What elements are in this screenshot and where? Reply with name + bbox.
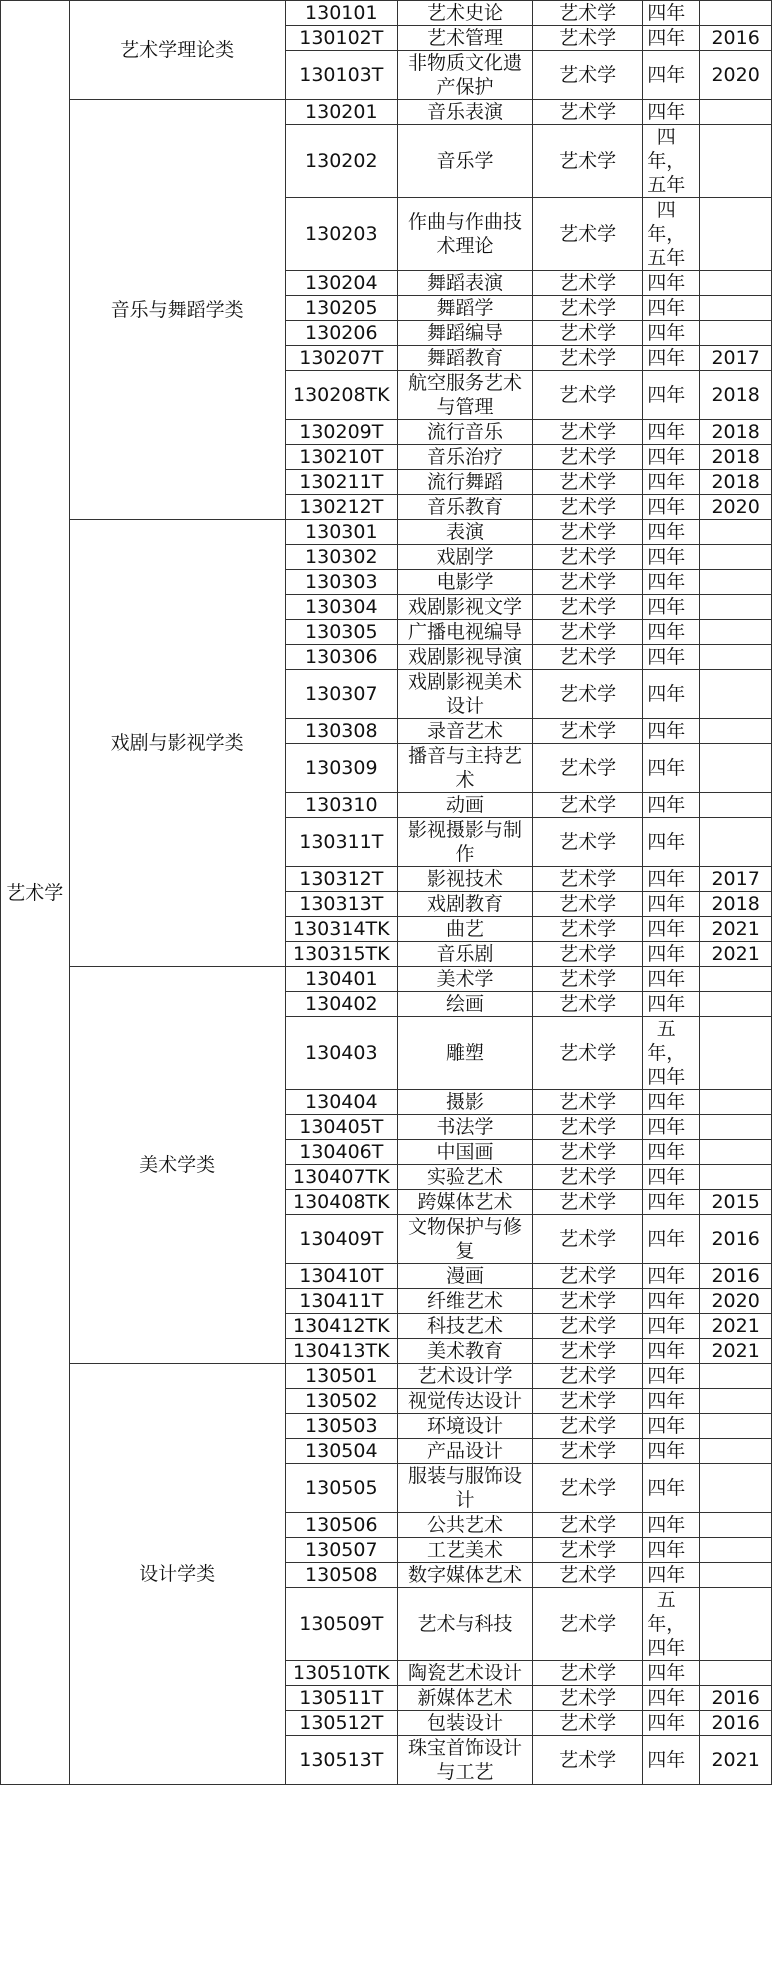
major-code-cell: 130405T <box>285 1115 397 1140</box>
major-name-cell: 舞蹈编导 <box>397 321 532 346</box>
major-name-cell: 纤维艺术 <box>397 1289 532 1314</box>
duration-cell: 四年 <box>643 1090 700 1115</box>
degree-cell: 艺术学 <box>533 892 643 917</box>
duration-cell: 四年 <box>643 1439 700 1464</box>
major-name-cell: 电影学 <box>397 570 532 595</box>
major-name-cell: 服装与服饰设计 <box>397 1464 532 1513</box>
year-added-cell <box>700 1140 772 1165</box>
degree-cell: 艺术学 <box>533 818 643 867</box>
year-added-cell: 2017 <box>700 867 772 892</box>
duration-cell: 四年 <box>643 1661 700 1686</box>
degree-cell: 艺术学 <box>533 1017 643 1090</box>
duration-cell: 四年 <box>643 1314 700 1339</box>
year-added-cell: 2020 <box>700 1289 772 1314</box>
degree-cell: 艺术学 <box>533 1661 643 1686</box>
degree-cell: 艺术学 <box>533 520 643 545</box>
major-code-cell: 130315TK <box>285 942 397 967</box>
major-code-cell: 130201 <box>285 100 397 125</box>
duration-cell: 四年 <box>643 420 700 445</box>
year-added-cell <box>700 1439 772 1464</box>
major-name-cell: 音乐教育 <box>397 495 532 520</box>
table-row <box>1 100 772 125</box>
year-added-cell: 2018 <box>700 445 772 470</box>
major-code-cell: 130304 <box>285 595 397 620</box>
major-code-cell: 130212T <box>285 495 397 520</box>
year-added-cell <box>700 321 772 346</box>
category-cell: 艺术学理论类 <box>69 1 285 100</box>
year-added-cell <box>700 1017 772 1090</box>
duration-cell: 四年 <box>643 1464 700 1513</box>
major-name-cell: 产品设计 <box>397 1439 532 1464</box>
degree-cell: 艺术学 <box>533 1513 643 1538</box>
major-name-cell: 跨媒体艺术 <box>397 1190 532 1215</box>
major-name-cell: 戏剧影视导演 <box>397 645 532 670</box>
major-name-cell: 音乐剧 <box>397 942 532 967</box>
major-name-cell: 包装设计 <box>397 1711 532 1736</box>
year-added-cell <box>700 1165 772 1190</box>
duration-cell: 四年 <box>643 346 700 371</box>
major-name-cell: 影视技术 <box>397 867 532 892</box>
table-row <box>1 520 772 545</box>
degree-cell: 艺术学 <box>533 1736 643 1785</box>
year-added-cell <box>700 1 772 26</box>
major-name-cell: 广播电视编导 <box>397 620 532 645</box>
major-code-cell: 130502 <box>285 1389 397 1414</box>
degree-cell: 艺术学 <box>533 1190 643 1215</box>
duration-cell: 四年 <box>643 1140 700 1165</box>
year-added-cell <box>700 1090 772 1115</box>
major-code-cell: 130409T <box>285 1215 397 1264</box>
year-added-cell: 2021 <box>700 1339 772 1364</box>
major-name-cell: 音乐学 <box>397 125 532 198</box>
discipline-cell: 艺术学 <box>1 1 70 1785</box>
major-name-cell: 实验艺术 <box>397 1165 532 1190</box>
major-name-cell: 文物保护与修复 <box>397 1215 532 1264</box>
major-code-cell: 130412TK <box>285 1314 397 1339</box>
degree-cell: 艺术学 <box>533 1364 643 1389</box>
major-code-cell: 130401 <box>285 967 397 992</box>
major-name-cell: 舞蹈教育 <box>397 346 532 371</box>
year-added-cell <box>700 125 772 198</box>
duration-cell: 四年 <box>643 1165 700 1190</box>
major-name-cell: 珠宝首饰设计与工艺 <box>397 1736 532 1785</box>
duration-cell: 四年 <box>643 445 700 470</box>
major-name-cell: 音乐表演 <box>397 100 532 125</box>
degree-cell: 艺术学 <box>533 917 643 942</box>
year-added-cell: 2021 <box>700 942 772 967</box>
duration-cell: 四年 <box>643 1686 700 1711</box>
major-code-cell: 130402 <box>285 992 397 1017</box>
category-cell: 戏剧与影视学类 <box>69 520 285 967</box>
major-code-cell: 130410T <box>285 1264 397 1289</box>
degree-cell: 艺术学 <box>533 1414 643 1439</box>
major-code-cell: 130408TK <box>285 1190 397 1215</box>
duration-cell: 四年 <box>643 1 700 26</box>
major-code-cell: 130312T <box>285 867 397 892</box>
major-code-cell: 130313T <box>285 892 397 917</box>
degree-cell: 艺术学 <box>533 271 643 296</box>
year-added-cell <box>700 1513 772 1538</box>
duration-cell: 四年 <box>643 321 700 346</box>
year-added-cell <box>700 620 772 645</box>
major-code-cell: 130210T <box>285 445 397 470</box>
duration-cell: 四年 <box>643 26 700 51</box>
year-added-cell <box>700 719 772 744</box>
major-code-cell: 130309 <box>285 744 397 793</box>
degree-cell: 艺术学 <box>533 470 643 495</box>
major-code-cell: 130501 <box>285 1364 397 1389</box>
duration-cell: 四年 <box>643 818 700 867</box>
major-code-cell: 130403 <box>285 1017 397 1090</box>
degree-cell: 艺术学 <box>533 1439 643 1464</box>
major-name-cell: 影视摄影与制作 <box>397 818 532 867</box>
year-added-cell <box>700 271 772 296</box>
major-name-cell: 公共艺术 <box>397 1513 532 1538</box>
duration-cell: 四年 <box>643 917 700 942</box>
major-code-cell: 130506 <box>285 1513 397 1538</box>
year-added-cell <box>700 570 772 595</box>
duration-cell: 四年 <box>643 1339 700 1364</box>
duration-cell: 四年，五年 <box>643 198 700 271</box>
major-code-cell: 130510TK <box>285 1661 397 1686</box>
major-name-cell: 戏剧教育 <box>397 892 532 917</box>
major-name-cell: 戏剧影视美术设计 <box>397 670 532 719</box>
year-added-cell <box>700 296 772 321</box>
major-code-cell: 130209T <box>285 420 397 445</box>
year-added-cell: 2018 <box>700 420 772 445</box>
major-name-cell: 舞蹈表演 <box>397 271 532 296</box>
major-name-cell: 环境设计 <box>397 1414 532 1439</box>
major-name-cell: 曲艺 <box>397 917 532 942</box>
year-added-cell <box>700 520 772 545</box>
year-added-cell <box>700 1661 772 1686</box>
duration-cell: 四年 <box>643 1389 700 1414</box>
major-name-cell: 视觉传达设计 <box>397 1389 532 1414</box>
major-code-cell: 130204 <box>285 271 397 296</box>
year-added-cell: 2021 <box>700 1736 772 1785</box>
year-added-cell: 2018 <box>700 892 772 917</box>
major-code-cell: 130507 <box>285 1538 397 1563</box>
major-name-cell: 流行舞蹈 <box>397 470 532 495</box>
degree-cell: 艺术学 <box>533 1090 643 1115</box>
duration-cell: 四年 <box>643 1736 700 1785</box>
major-code-cell: 130103T <box>285 51 397 100</box>
degree-cell: 艺术学 <box>533 296 643 321</box>
duration-cell: 五年，四年 <box>643 1588 700 1661</box>
degree-cell: 艺术学 <box>533 1215 643 1264</box>
duration-cell: 四年 <box>643 296 700 321</box>
year-added-cell <box>700 1563 772 1588</box>
major-name-cell: 美术教育 <box>397 1339 532 1364</box>
duration-cell: 四年 <box>643 867 700 892</box>
major-name-cell: 摄影 <box>397 1090 532 1115</box>
degree-cell: 艺术学 <box>533 670 643 719</box>
major-code-cell: 130503 <box>285 1414 397 1439</box>
year-added-cell <box>700 198 772 271</box>
major-code-cell: 130407TK <box>285 1165 397 1190</box>
degree-cell: 艺术学 <box>533 744 643 793</box>
degree-cell: 艺术学 <box>533 942 643 967</box>
major-code-cell: 130509T <box>285 1588 397 1661</box>
year-added-cell <box>700 670 772 719</box>
year-added-cell <box>700 545 772 570</box>
major-name-cell: 艺术设计学 <box>397 1364 532 1389</box>
degree-cell: 艺术学 <box>533 992 643 1017</box>
major-name-cell: 陶瓷艺术设计 <box>397 1661 532 1686</box>
degree-cell: 艺术学 <box>533 420 643 445</box>
category-cell: 音乐与舞蹈学类 <box>69 100 285 520</box>
table-row <box>1 1 772 26</box>
year-added-cell: 2020 <box>700 495 772 520</box>
major-code-cell: 130314TK <box>285 917 397 942</box>
duration-cell: 四年 <box>643 271 700 296</box>
year-added-cell: 2018 <box>700 470 772 495</box>
degree-cell: 艺术学 <box>533 26 643 51</box>
major-name-cell: 舞蹈学 <box>397 296 532 321</box>
year-added-cell <box>700 1464 772 1513</box>
year-added-cell <box>700 1115 772 1140</box>
duration-cell: 四年 <box>643 495 700 520</box>
major-code-cell: 130411T <box>285 1289 397 1314</box>
year-added-cell: 2020 <box>700 51 772 100</box>
duration-cell: 五年，四年 <box>643 1017 700 1090</box>
duration-cell: 四年 <box>643 793 700 818</box>
major-name-cell: 新媒体艺术 <box>397 1686 532 1711</box>
year-added-cell <box>700 818 772 867</box>
degree-cell: 艺术学 <box>533 445 643 470</box>
year-added-cell <box>700 1364 772 1389</box>
major-name-cell: 戏剧学 <box>397 545 532 570</box>
duration-cell: 四年 <box>643 645 700 670</box>
degree-cell: 艺术学 <box>533 51 643 100</box>
major-code-cell: 130504 <box>285 1439 397 1464</box>
major-name-cell: 作曲与作曲技术理论 <box>397 198 532 271</box>
duration-cell: 四年 <box>643 1289 700 1314</box>
major-code-cell: 130101 <box>285 1 397 26</box>
duration-cell: 四年 <box>643 942 700 967</box>
duration-cell: 四年 <box>643 595 700 620</box>
major-name-cell: 数字媒体艺术 <box>397 1563 532 1588</box>
degree-cell: 艺术学 <box>533 321 643 346</box>
year-added-cell <box>700 793 772 818</box>
degree-cell: 艺术学 <box>533 1464 643 1513</box>
year-added-cell: 2015 <box>700 1190 772 1215</box>
degree-cell: 艺术学 <box>533 1140 643 1165</box>
degree-cell: 艺术学 <box>533 346 643 371</box>
major-code-cell: 130307 <box>285 670 397 719</box>
duration-cell: 四年 <box>643 719 700 744</box>
major-name-cell: 艺术史论 <box>397 1 532 26</box>
duration-cell: 四年 <box>643 670 700 719</box>
major-name-cell: 音乐治疗 <box>397 445 532 470</box>
major-name-cell: 录音艺术 <box>397 719 532 744</box>
degree-cell: 艺术学 <box>533 198 643 271</box>
major-code-cell: 130303 <box>285 570 397 595</box>
year-added-cell <box>700 645 772 670</box>
duration-cell: 四年 <box>643 1190 700 1215</box>
year-added-cell: 2016 <box>700 1686 772 1711</box>
major-code-cell: 130306 <box>285 645 397 670</box>
major-code-cell: 130202 <box>285 125 397 198</box>
degree-cell: 艺术学 <box>533 495 643 520</box>
degree-cell: 艺术学 <box>533 1165 643 1190</box>
duration-cell: 四年 <box>643 1215 700 1264</box>
major-name-cell: 航空服务艺术与管理 <box>397 371 532 420</box>
year-added-cell <box>700 595 772 620</box>
major-code-cell: 130508 <box>285 1563 397 1588</box>
year-added-cell <box>700 1389 772 1414</box>
major-name-cell: 雕塑 <box>397 1017 532 1090</box>
major-code-cell: 130302 <box>285 545 397 570</box>
year-added-cell <box>700 744 772 793</box>
degree-cell: 艺术学 <box>533 595 643 620</box>
duration-cell: 四年 <box>643 470 700 495</box>
degree-cell: 艺术学 <box>533 1 643 26</box>
major-code-cell: 130310 <box>285 793 397 818</box>
year-added-cell <box>700 1588 772 1661</box>
duration-cell: 四年 <box>643 1711 700 1736</box>
duration-cell: 四年 <box>643 1264 700 1289</box>
degree-cell: 艺术学 <box>533 1686 643 1711</box>
duration-cell: 四年 <box>643 371 700 420</box>
major-code-cell: 130406T <box>285 1140 397 1165</box>
degree-cell: 艺术学 <box>533 967 643 992</box>
table-row <box>1 967 772 992</box>
degree-cell: 艺术学 <box>533 620 643 645</box>
year-added-cell <box>700 1538 772 1563</box>
major-name-cell: 中国画 <box>397 1140 532 1165</box>
duration-cell: 四年 <box>643 967 700 992</box>
degree-cell: 艺术学 <box>533 793 643 818</box>
duration-cell: 四年 <box>643 620 700 645</box>
major-code-cell: 130513T <box>285 1736 397 1785</box>
category-cell: 美术学类 <box>69 967 285 1364</box>
duration-cell: 四年 <box>643 1364 700 1389</box>
major-name-cell: 表演 <box>397 520 532 545</box>
year-added-cell: 2017 <box>700 346 772 371</box>
duration-cell: 四年 <box>643 1115 700 1140</box>
degree-cell: 艺术学 <box>533 1711 643 1736</box>
degree-cell: 艺术学 <box>533 1588 643 1661</box>
degree-cell: 艺术学 <box>533 100 643 125</box>
major-code-cell: 130207T <box>285 346 397 371</box>
year-added-cell <box>700 992 772 1017</box>
degree-cell: 艺术学 <box>533 1563 643 1588</box>
year-added-cell: 2021 <box>700 1314 772 1339</box>
table-row <box>1 1364 772 1389</box>
degree-cell: 艺术学 <box>533 1389 643 1414</box>
year-added-cell: 2016 <box>700 1215 772 1264</box>
major-name-cell: 非物质文化遗产保护 <box>397 51 532 100</box>
major-name-cell: 书法学 <box>397 1115 532 1140</box>
major-name-cell: 戏剧影视文学 <box>397 595 532 620</box>
major-code-cell: 130505 <box>285 1464 397 1513</box>
major-code-cell: 130512T <box>285 1711 397 1736</box>
year-added-cell: 2018 <box>700 371 772 420</box>
year-added-cell: 2016 <box>700 1264 772 1289</box>
major-code-cell: 130211T <box>285 470 397 495</box>
major-code-cell: 130102T <box>285 26 397 51</box>
major-name-cell: 播音与主持艺术 <box>397 744 532 793</box>
major-code-cell: 130205 <box>285 296 397 321</box>
major-code-cell: 130206 <box>285 321 397 346</box>
major-code-cell: 130413TK <box>285 1339 397 1364</box>
duration-cell: 四年 <box>643 1513 700 1538</box>
duration-cell: 四年 <box>643 545 700 570</box>
degree-cell: 艺术学 <box>533 125 643 198</box>
year-added-cell <box>700 967 772 992</box>
major-name-cell: 动画 <box>397 793 532 818</box>
year-added-cell <box>700 100 772 125</box>
major-code-cell: 130311T <box>285 818 397 867</box>
degree-cell: 艺术学 <box>533 719 643 744</box>
catalog-body <box>1 1 772 1785</box>
degree-cell: 艺术学 <box>533 1289 643 1314</box>
major-name-cell: 科技艺术 <box>397 1314 532 1339</box>
duration-cell: 四年 <box>643 1414 700 1439</box>
degree-cell: 艺术学 <box>533 545 643 570</box>
duration-cell: 四年 <box>643 1563 700 1588</box>
major-name-cell: 漫画 <box>397 1264 532 1289</box>
year-added-cell: 2021 <box>700 917 772 942</box>
major-code-cell: 130404 <box>285 1090 397 1115</box>
degree-cell: 艺术学 <box>533 1264 643 1289</box>
duration-cell: 四年 <box>643 992 700 1017</box>
duration-cell: 四年 <box>643 520 700 545</box>
duration-cell: 四年 <box>643 570 700 595</box>
degree-cell: 艺术学 <box>533 1314 643 1339</box>
major-name-cell: 绘画 <box>397 992 532 1017</box>
degree-cell: 艺术学 <box>533 645 643 670</box>
degree-cell: 艺术学 <box>533 867 643 892</box>
major-code-cell: 130208TK <box>285 371 397 420</box>
year-added-cell <box>700 1414 772 1439</box>
duration-cell: 四年 <box>643 100 700 125</box>
year-added-cell: 2016 <box>700 26 772 51</box>
duration-cell: 四年 <box>643 1538 700 1563</box>
duration-cell: 四年 <box>643 51 700 100</box>
major-code-cell: 130301 <box>285 520 397 545</box>
degree-cell: 艺术学 <box>533 1115 643 1140</box>
category-cell: 设计学类 <box>69 1364 285 1785</box>
major-code-cell: 130308 <box>285 719 397 744</box>
duration-cell: 四年 <box>643 744 700 793</box>
degree-cell: 艺术学 <box>533 570 643 595</box>
degree-cell: 艺术学 <box>533 1339 643 1364</box>
degree-cell: 艺术学 <box>533 1538 643 1563</box>
major-name-cell: 艺术与科技 <box>397 1588 532 1661</box>
major-name-cell: 流行音乐 <box>397 420 532 445</box>
degree-cell: 艺术学 <box>533 371 643 420</box>
duration-cell: 四年，五年 <box>643 125 700 198</box>
major-code-cell: 130511T <box>285 1686 397 1711</box>
major-name-cell: 美术学 <box>397 967 532 992</box>
major-name-cell: 工艺美术 <box>397 1538 532 1563</box>
duration-cell: 四年 <box>643 892 700 917</box>
major-code-cell: 130305 <box>285 620 397 645</box>
major-code-cell: 130203 <box>285 198 397 271</box>
year-added-cell: 2016 <box>700 1711 772 1736</box>
major-name-cell: 艺术管理 <box>397 26 532 51</box>
